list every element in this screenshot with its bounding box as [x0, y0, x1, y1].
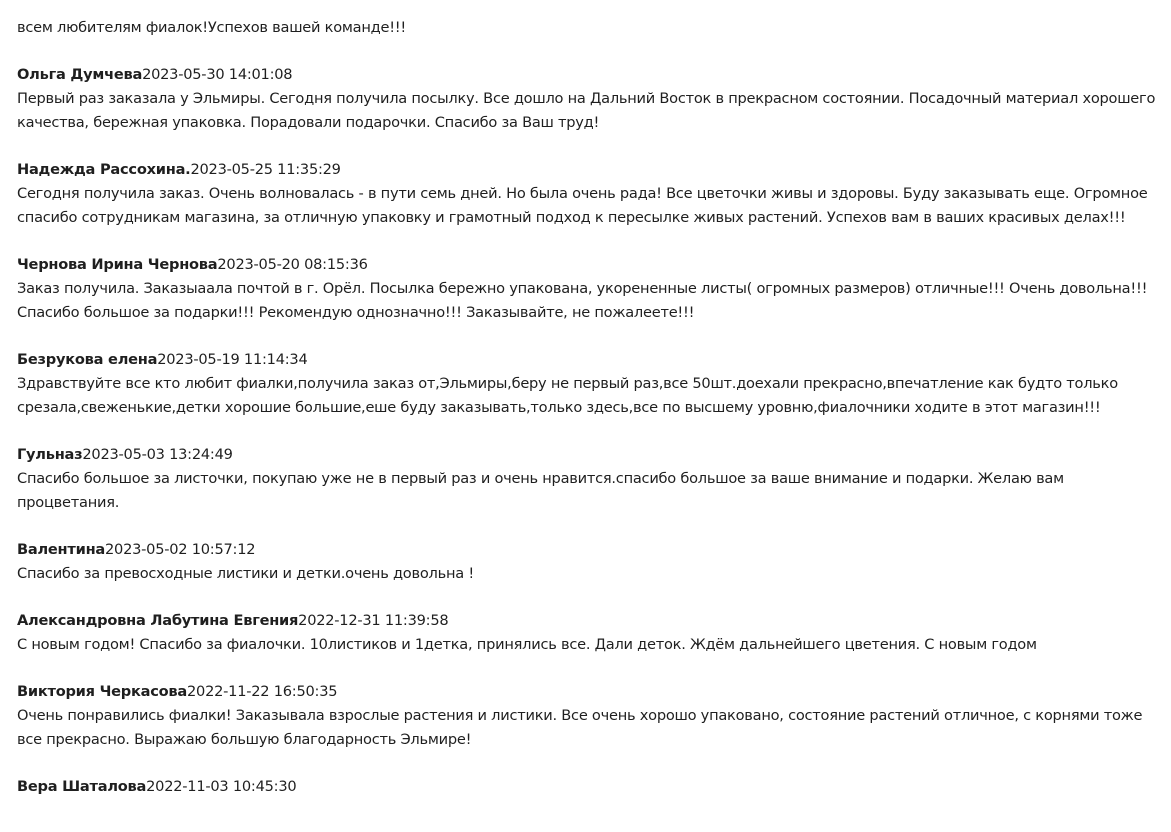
review-text: Здравствуйте все кто любит фиалки,получила заказ от,Эльмиры,беру не первый раз,все 50шт.доехали прекрасно,впечатление как будто только срезала,свеженькие,детки хорошие большие,еше буду заказывать,только здесь,все по высшему уровню,фиалочники ходите в этот магазин!!! [17, 375, 1118, 416]
review-date: 2023-05-25 11:35:29 [190, 161, 341, 178]
review-author: Александровна Лабутина Евгения [17, 612, 299, 629]
review-author: Безрукова елена [17, 351, 158, 368]
review-header [17, 775, 1157, 799]
review-item [17, 63, 1157, 135]
review-text: С новым годом! Спасибо за фиалочки. 10листиков и 1детка, принялись все. Дали деток. Ждём дальнейшего цветения. С новым годом [17, 636, 1037, 653]
review-text: Очень понравились фиалки! Заказывала взрослые растения и листики. Все очень хорошо упаковано, состояние растений отличное, с корнями тоже все прекрасно. Выражаю большую благодарность Эльмире! [17, 707, 1143, 748]
review-header [17, 443, 1157, 467]
previous-review-text: всем любителям фиалок!Успехов вашей команде!!! [17, 19, 407, 36]
review-item [17, 609, 1157, 657]
review-header [17, 63, 1157, 87]
review-date: 2022-11-03 10:45:30 [146, 778, 297, 795]
review-header [17, 538, 1157, 562]
review-text: Заказ получила. Заказыаала почтой в г. Орёл. Посылка бережно упакована, укорененные листы( огромных размеров) отличные!!! Очень довольна!!! Спасибо большое за подарки!!! Рекомендую однозначно!!! Заказывайте, не пожалеете!!! [17, 280, 1148, 321]
review-date: 2023-05-02 10:57:12 [105, 541, 256, 558]
review-author: Виктория Черкасова [17, 683, 188, 700]
review-author: Чернова Ирина Чернова [17, 256, 218, 273]
review-item [17, 538, 1157, 586]
review-header [17, 680, 1157, 704]
review-header [17, 158, 1157, 182]
review-author: Надежда Рассохина. [17, 161, 191, 178]
review-text: Спасибо за превосходные листики и детки.очень довольна ! [17, 565, 474, 582]
review-text: Первый раз заказала у Эльмиры. Сегодня получила посылку. Все дошло на Дальний Восток в прекрасном состоянии. Посадочный материал хорошего качества, бережная упаковка. Порадовали подарочки. Спасибо за Ваш труд! [17, 90, 1156, 131]
review-author: Гульназ [17, 446, 83, 463]
review-item [17, 348, 1157, 420]
review-date: 2023-05-20 08:15:36 [217, 256, 368, 273]
review-item [17, 158, 1157, 230]
review-date: 2023-05-30 14:01:08 [142, 66, 293, 83]
review-item [17, 680, 1157, 752]
review-text: Спасибо большое за листочки, покупаю уже не в первый раз и очень нравится.спасибо большое за ваше внимание и подарки. Желаю вам процветания. [17, 470, 1064, 511]
review-author: Валентина [17, 541, 106, 558]
review-date: 2022-12-31 11:39:58 [298, 612, 449, 629]
review-header [17, 609, 1157, 633]
review-header [17, 253, 1157, 277]
review-item [17, 253, 1157, 325]
review-date: 2023-05-19 11:14:34 [157, 351, 308, 368]
review-date: 2022-11-22 16:50:35 [187, 683, 338, 700]
review-item [17, 775, 1157, 799]
review-header [17, 348, 1157, 372]
review-author: Вера Шаталова [17, 778, 147, 795]
review-date: 2023-05-03 13:24:49 [82, 446, 233, 463]
review-text: Сегодня получила заказ. Очень волновалась - в пути семь дней. Но была очень рада! Все цветочки живы и здоровы. Буду заказывать еще. Огромное спасибо сотрудникам магазина, за отличную упаковку и грамотный подход к пересылке живых растений. Успехов вам в ваших красивых делах!!! [17, 185, 1148, 226]
review-item [17, 443, 1157, 515]
review-author: Ольга Думчева [17, 66, 143, 83]
